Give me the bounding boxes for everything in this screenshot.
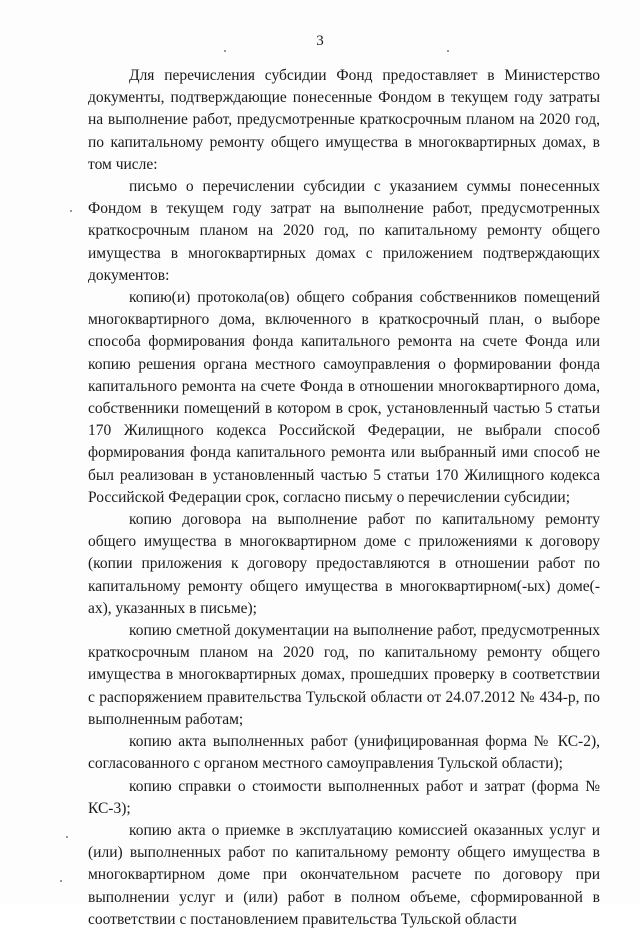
document-body [88, 65, 600, 931]
page-number: 3 [316, 33, 324, 49]
paragraph-protocol-copy: копию(и) протокола(ов) общего собрания собственников помещений многоквартирного дома, включенного в краткосрочный план, о выборе способа формирования фонда капитального ремонта на счете Фонда или копию решения органа местного самоуправления о формировании фонда капитального ремонта на счете Фонда в отношении многоквартирного дома, собственники помещений в котором в срок, установленный частью 5 статьи 170 Жилищного кодекса Российской Федерации, не выбрали способ формирования фонда капитального ремонта или выбранный ими способ не был реализован в установленный частью 5 статьи 170 Жилищного кодекса Российской Федерации срок, согласно письму о перечислении субсидии; [88, 289, 600, 506]
scan-speck [224, 50, 226, 52]
scan-speck [447, 50, 449, 52]
paragraph-contract-copy: копию договора на выполнение работ по капитальному ремонту общего имущества в многоквартирном доме с приложениями к договору (копии приложения к договору предоставляются в отношении работ по капитальному ремонту общего имущества в многоквартирном(-ых) доме(-ах), указанных в письме); [88, 511, 600, 617]
paragraph-acceptance-act-copy: копию акта о приемке в эксплуатацию комиссией оказанных услуг и (или) выполненных работ по капитальному ремонту общего имущества в многоквартирном доме при окончательном расчете по договору при выполнении услуг и (или) работ в полном объеме, сформированной в соответствии с постановлением правительства Тульской области [88, 821, 600, 928]
scan-speck [66, 836, 68, 838]
paragraph-ks3-certificate-copy: копию справки о стоимости выполненных работ и затрат (форма № КС-3); [88, 777, 600, 817]
paragraph-intro: Для перечисления субсидии Фонд предоставляет в Министерство документы, подтверждающие понесенные Фондом в текущем году затраты на выполнение работ, предусмотренные краткосрочным планом на 2020 год, по капитальному ремонту общего имущества в многоквартирных домах, в том числе: [88, 67, 600, 173]
scan-speck [70, 210, 72, 212]
scan-speck [60, 880, 62, 882]
paragraph-letter: письмо о перечислении субсидии с указанием суммы понесенных Фондом в текущем году затрат на выполнение работ, предусмотренных краткосрочным планом на 2020 год, по капитальному ремонту общего имущества в многоквартирных домах с приложением подтверждающих документов: [88, 178, 600, 284]
paragraph-estimate-copy: копию сметной документации на выполнение работ, предусмотренных краткосрочным планом на 2020 год, по капитальному ремонту общего имущества в многоквартирных домах, прошедших проверку в соответствии с распоряжением правительства Тульской области от 24.07.2012 № 434-р, по выполненным работам; [88, 622, 600, 728]
paragraph-ks2-act-copy: копию акта выполненных работ (унифицированная форма № КС-2), согласованного с органом местного самоуправления Тульской области); [88, 733, 600, 773]
